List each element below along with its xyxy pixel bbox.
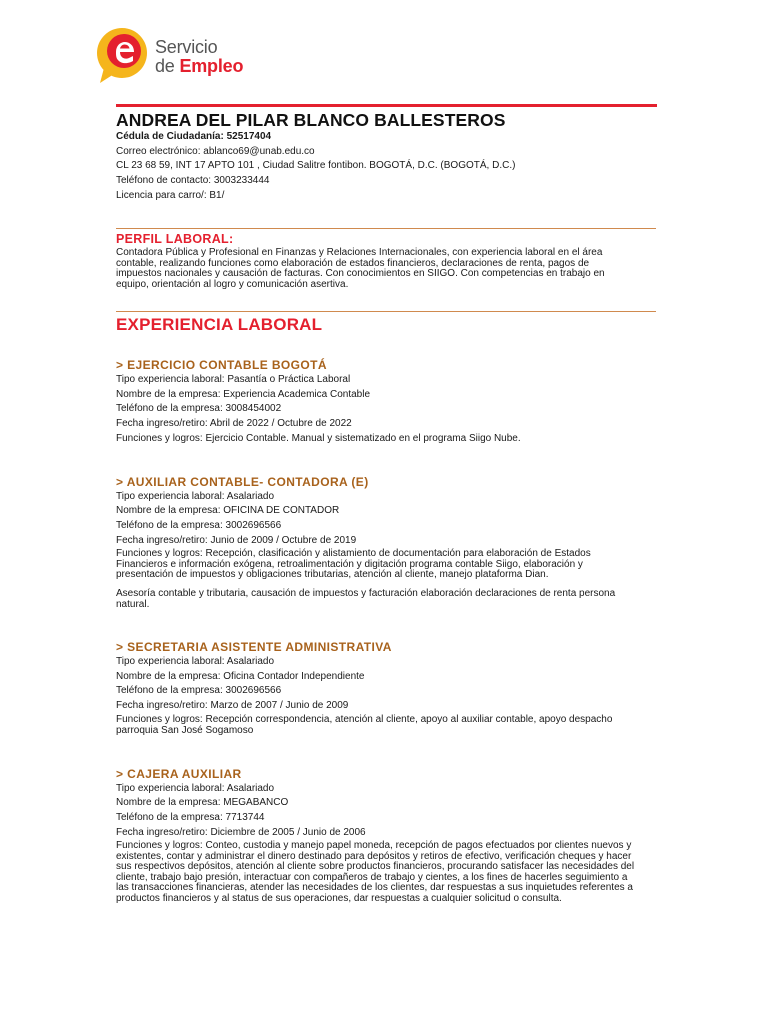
email: Correo electrónico: ablanco69@unab.edu.co (116, 146, 315, 157)
job-tipo: Tipo experiencia laboral: Asalariado (116, 491, 275, 502)
job-funciones (116, 549, 656, 581)
job-fecha: Fecha ingreso/retiro: Junio de 2009 / Octubre de 2019 (116, 535, 357, 546)
cedula: Cédula de Ciudadanía: 52517404 (116, 131, 272, 142)
job-funciones: Funciones y logros: Ejercicio Contable. Manual y sistematizado en el programa Siigo Nube. (116, 433, 521, 444)
job-funciones-line: productos financieros y al status de sus operaciones, dar respuestas a cualquier solicitud o consulta. (116, 892, 562, 904)
job-funciones (116, 841, 656, 904)
perfil-title: PERFIL LABORAL: (116, 232, 234, 246)
perfil-line: equipo, orientación al logro y comunicación asertiva. (116, 278, 349, 290)
experiencia-divider (116, 311, 656, 312)
contact-phone: Teléfono de contacto: 3003233444 (116, 175, 270, 186)
job-telefono: Teléfono de la empresa: 3002696566 (116, 520, 282, 531)
job-title: > AUXILIAR CONTABLE- CONTADORA (E) (116, 475, 369, 489)
job-empresa: Nombre de la empresa: OFICINA DE CONTADOR (116, 505, 340, 516)
job-funciones-line: Funciones y logros: Recepción correspondencia, atención al cliente, apoyo al auxiliar contable, apoyo despacho (116, 714, 613, 725)
job-funciones-line: cliente, trabajo bajo presión, interactuar con compañeros de trabajo y cientes, a los fines de hacerles seguimiento a (116, 871, 628, 883)
perfil-line: contable, realizando funciones como elaboración de estados financieros, declaraciones de renta, pagos de (116, 257, 590, 269)
logo-text-empleo (155, 57, 243, 76)
job-funciones-line: las transacciones financieras, atender las necesidades de los clientes, dar respuestas a sus inquietudes referentes a (116, 882, 633, 893)
experiencia-title: EXPERIENCIA LABORAL (116, 315, 323, 334)
job-fecha: Fecha ingreso/retiro: Abril de 2022 / Octubre de 2022 (116, 418, 352, 429)
job-extra-line: natural. (116, 598, 150, 610)
job-funciones-line: Funciones y logros: Conteo, custodia y manejo papel moneda, recepción de pagos efectuados por clientes nuevos y (116, 840, 632, 851)
job-tipo: Tipo experiencia laboral: Asalariado (116, 656, 275, 667)
job-extra-line: Asesoría contable y tributaria, causación de impuestos y facturación elaboración declaraciones de renta persona (116, 588, 616, 599)
job-funciones-line: Financieros e información exógena, retroalimentación y digitación programa contable Siigo, elaboración y (116, 558, 583, 570)
job-empresa: Nombre de la empresa: Experiencia Academica Contable (116, 389, 371, 400)
job-telefono: Teléfono de la empresa: 7713744 (116, 812, 265, 823)
job-extra (116, 589, 656, 610)
job-funciones-line: presentación de impuestos y obligaciones tributarias, atención al cliente, manejo plataforma Dian. (116, 569, 549, 580)
job-empresa: Nombre de la empresa: Oficina Contador Independiente (116, 671, 365, 682)
job-empresa: Nombre de la empresa: MEGABANCO (116, 797, 289, 808)
candidate-name: ANDREA DEL PILAR BLANCO BALLESTEROS (116, 110, 506, 130)
job-telefono: Teléfono de la empresa: 3008454002 (116, 403, 282, 414)
job-funciones-line: sus respectivos depósitos, atención al cliente sobre productos financieros, procurando satisfacer las necesidades del (116, 861, 635, 872)
job-telefono: Teléfono de la empresa: 3002696566 (116, 685, 282, 696)
job-funciones (116, 715, 656, 736)
logo-text-empleo-accent: Empleo (179, 56, 244, 76)
job-funciones-line: Funciones y logros: Recepción, clasificación y alistamiento de documentación para elaboración de Estados (116, 548, 591, 559)
job-title: > EJERCICIO CONTABLE BOGOTÁ (116, 358, 327, 372)
job-tipo: Tipo experiencia laboral: Asalariado (116, 783, 275, 794)
logo-text-de: de (155, 56, 180, 76)
perfil-line: impuestos nacionales y causación de facturas. Con conocimientos en SIIGO. Con competencias en trabajo en (116, 268, 605, 279)
job-title: > SECRETARIA ASISTENTE ADMINISTRATIVA (116, 640, 392, 654)
job-funciones-line: parroquia San José Sogamoso (116, 724, 254, 736)
logo-text-servicio: Servicio (155, 37, 218, 57)
job-title: > CAJERA AUXILIAR (116, 767, 242, 781)
job-tipo: Tipo experiencia laboral: Pasantía o Práctica Laboral (116, 374, 351, 385)
address: CL 23 68 59, INT 17 APTO 101 , Ciudad Salitre fontibon. BOGOTÁ, D.C. (BOGOTÁ, D.C.) (116, 160, 516, 171)
perfil-text (116, 248, 656, 290)
job-funciones-line: existentes, contar y administrar el dinero destinado para depósitos y retiros de efectivo, verificación cheques y hacer (116, 850, 632, 862)
logo-e-icon (96, 26, 148, 84)
header-divider (116, 104, 657, 107)
driver-license: Licencia para carro/: B1/ (116, 190, 225, 201)
job-fecha: Fecha ingreso/retiro: Diciembre de 2005 / Junio de 2006 (116, 827, 366, 838)
servicio-empleo-logo (96, 26, 243, 84)
perfil-divider (116, 228, 656, 229)
job-fecha: Fecha ingreso/retiro: Marzo de 2007 / Junio de 2009 (116, 700, 349, 711)
perfil-line: Contadora Pública y Profesional en Finanzas y Relaciones Internacionales, con experiencia laboral en el área (116, 247, 603, 258)
